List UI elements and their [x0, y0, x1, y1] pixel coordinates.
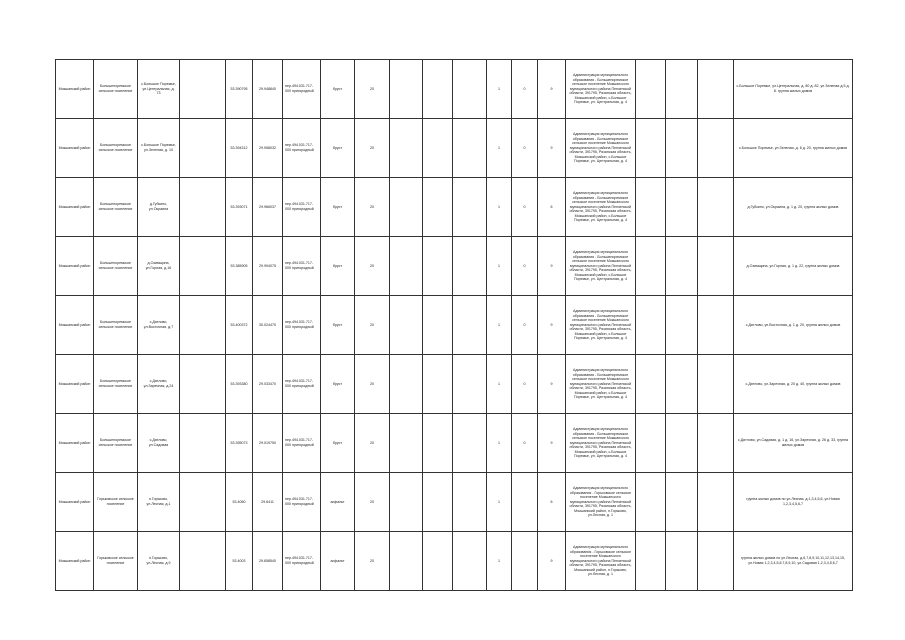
cell-area: 20	[355, 178, 390, 237]
cell-lat: 53.394312	[226, 119, 253, 178]
cell-lon: 29.958032	[253, 119, 283, 178]
cell-empty	[666, 60, 698, 119]
cell-n2	[512, 473, 538, 532]
cell-empty	[423, 414, 453, 473]
cell-district: Мокшанский район	[56, 355, 94, 414]
cell-empty	[423, 119, 453, 178]
cell-address: с.Дятлово, ул.Восточная, д.7	[138, 296, 180, 355]
cell-owner: Администрация муниципального образования - Горьковское сельское поселение Мокшанского муниципального района Пензенской области, 391795, Рязанская область, Мокшанский район, п.Горьково, ул.Лесная, д. 1	[566, 532, 636, 591]
cell-empty	[666, 237, 698, 296]
cell-matter: пер.494.031.717-000 пригородный	[283, 119, 321, 178]
cell-empty	[698, 296, 734, 355]
cell-n2: 0	[512, 414, 538, 473]
cell-address: с.Большое Поремье, ул.Зеленая, д. 10	[138, 119, 180, 178]
cell-empty	[423, 178, 453, 237]
cell-n1: 1	[487, 532, 512, 591]
cell-empty	[390, 532, 423, 591]
cell-owner: Администрация муниципального образования - Большепоремское сельское поселение Мокшанского муниципального района Пензенской области, 391795, Рязанская область, Мокшанский район, с.Большое Поремье, ул. Центральная, д. 4	[566, 414, 636, 473]
cell-empty	[390, 119, 423, 178]
cell-owner: Администрация муниципального образования - Большепоремское сельское поселение Мокшанского муниципального района Пензенской области, 391795, Рязанская область, Мокшанский район, с.Большое Поремье, ул. Центральная, д. 4	[566, 237, 636, 296]
cell-owner: Администрация муниципального образования - Горьковское сельское поселение Мокшанского муниципального района Пензенской области, 391795, Рязанская область, Мокшанский район, п.Горьково, ул.Лесная, д. 1	[566, 473, 636, 532]
cell-district: Мокшанский район	[56, 237, 94, 296]
cell-matter: пер.494.031.717-000 пригородный	[283, 414, 321, 473]
cell-empty	[423, 237, 453, 296]
cell-n1: 1	[487, 355, 512, 414]
cell-n3: 9	[538, 60, 566, 119]
cell-empty	[180, 355, 226, 414]
table-row	[56, 473, 853, 532]
document-sheet	[55, 59, 852, 591]
cell-sources: д.Губкино, ул.Окраина, д. 1 д. 20, группа жилых домов	[734, 178, 853, 237]
cell-owner: Администрация муниципального образования - Большепоремское сельское поселение Мокшанского муниципального района Пензенской области, 391795, Рязанская область, Мокшанский район, с.Большое Поремье, ул. Центральная, д. 4	[566, 296, 636, 355]
cell-area: 20	[355, 473, 390, 532]
cell-lat: 53.395073	[226, 414, 253, 473]
cell-n3: 9	[538, 237, 566, 296]
cell-lon: 29.019750	[253, 414, 283, 473]
cell-sources: группа жилых домов по ул.Лесная, д.6,7,8,9,10,11,12,13,14,15, ул.Новая 1,2,3,4,5,6,7,8,9,10, ул.Садовая 1,2,3,4,5,6,7	[734, 532, 853, 591]
cell-empty	[666, 532, 698, 591]
cell-lon: 29.658540	[253, 532, 283, 591]
cell-lon: 29.6411	[253, 473, 283, 532]
cell-type: бруст	[321, 414, 355, 473]
cell-empty	[453, 60, 487, 119]
cell-sources: с.Дятлово, ул.Садовая, д. 1 д. 16, ул.Заречная, д. 26 д. 33, группа жилых домов	[734, 414, 853, 473]
table-row	[56, 355, 853, 414]
cell-address: с.Дятлово, ул.Заречная, д.24	[138, 355, 180, 414]
cell-settlement: Большепоремское сельское поселение	[94, 119, 138, 178]
cell-area: 20	[355, 532, 390, 591]
cell-empty	[698, 178, 734, 237]
cell-owner: Администрация муниципального образования - Большепоремское сельское поселение Мокшанского муниципального района Пензенской области, 391795, Рязанская область, Мокшанский район, с.Большое Поремье, ул. Центральная, д. 4	[566, 178, 636, 237]
cell-lat: 53.400372	[226, 296, 253, 355]
cell-settlement: Большепоремское сельское поселение	[94, 414, 138, 473]
cell-empty	[636, 296, 666, 355]
cell-lat: 53.390795	[226, 60, 253, 119]
cell-empty	[666, 473, 698, 532]
cell-lon: 29.966037	[253, 178, 283, 237]
cell-empty	[390, 414, 423, 473]
cell-empty	[180, 296, 226, 355]
cell-empty	[636, 119, 666, 178]
cell-empty	[453, 532, 487, 591]
registry-table	[55, 59, 853, 591]
cell-district: Мокшанский район	[56, 60, 94, 119]
cell-n2: 0	[512, 178, 538, 237]
cell-empty	[698, 414, 734, 473]
cell-empty	[666, 355, 698, 414]
cell-n3: 9	[538, 119, 566, 178]
cell-lat: 53.4003	[226, 532, 253, 591]
table-row	[56, 532, 853, 591]
cell-address: д.Озимщина, ул.Горная, д.16	[138, 237, 180, 296]
cell-address: д.Губкино, ул.Окраина	[138, 178, 180, 237]
cell-sources: с.Большое Поремье, ул.Центральная, д. 80 д. 82, ул.Зеленая д.5 д. 8. группа жилых домов	[734, 60, 853, 119]
cell-matter: пер.494.031.717-000 пригородный	[283, 355, 321, 414]
cell-district: Мокшанский район	[56, 178, 94, 237]
cell-empty	[180, 532, 226, 591]
cell-sources: группа жилых домов по ул.Лесная, д.1,3,4,5,6, ул.Новая 1,2,3,4,5,6,7	[734, 473, 853, 532]
cell-empty	[453, 178, 487, 237]
cell-type: бруст	[321, 119, 355, 178]
cell-district: Мокшанский район	[56, 532, 94, 591]
cell-lat: 53.4060	[226, 473, 253, 532]
cell-empty	[636, 178, 666, 237]
cell-empty	[698, 60, 734, 119]
cell-area: 20	[355, 414, 390, 473]
cell-empty	[180, 60, 226, 119]
cell-empty	[636, 532, 666, 591]
cell-empty	[698, 473, 734, 532]
table-row	[56, 296, 853, 355]
cell-type: асфальт	[321, 473, 355, 532]
cell-n1: 1	[487, 414, 512, 473]
cell-lon: 29.994075	[253, 237, 283, 296]
cell-lon: 29.033470	[253, 355, 283, 414]
cell-empty	[390, 355, 423, 414]
cell-empty	[180, 119, 226, 178]
cell-empty	[423, 355, 453, 414]
cell-n3: 6	[538, 473, 566, 532]
cell-lat: 53.385905	[226, 237, 253, 296]
cell-empty	[636, 60, 666, 119]
cell-district: Мокшанский район	[56, 119, 94, 178]
cell-n1: 1	[487, 237, 512, 296]
cell-lat: 53.393380	[226, 355, 253, 414]
cell-settlement: Горьковское сельское поселение	[94, 532, 138, 591]
cell-n3: 9	[538, 355, 566, 414]
cell-n2: 0	[512, 60, 538, 119]
cell-empty	[390, 237, 423, 296]
cell-n1: 1	[487, 296, 512, 355]
cell-district: Мокшанский район	[56, 296, 94, 355]
cell-type: бруст	[321, 296, 355, 355]
cell-area: 20	[355, 119, 390, 178]
cell-address: п.Горьково, ул.Лесная, д.1	[138, 473, 180, 532]
cell-empty	[666, 296, 698, 355]
cell-empty	[453, 355, 487, 414]
cell-address: п.Горьково, ул.Лесная, д.9	[138, 532, 180, 591]
cell-lon: 30.024470	[253, 296, 283, 355]
cell-empty	[180, 473, 226, 532]
cell-n2	[512, 532, 538, 591]
cell-n2: 0	[512, 119, 538, 178]
table-row	[56, 178, 853, 237]
cell-empty	[390, 296, 423, 355]
cell-n1: 1	[487, 119, 512, 178]
cell-settlement: Большепоремское сельское поселение	[94, 237, 138, 296]
cell-type: асфальт	[321, 532, 355, 591]
table-row	[56, 119, 853, 178]
cell-empty	[180, 178, 226, 237]
cell-empty	[423, 473, 453, 532]
cell-empty	[636, 355, 666, 414]
cell-empty	[390, 473, 423, 532]
cell-matter: пер.494.031.717-000 пригородный	[283, 60, 321, 119]
table-row	[56, 414, 853, 473]
cell-district: Мокшанский район	[56, 414, 94, 473]
cell-settlement: Большепоремское сельское поселение	[94, 178, 138, 237]
cell-matter: пер.494.031.717-000 пригородный	[283, 473, 321, 532]
cell-empty	[636, 414, 666, 473]
cell-settlement: Большепоремское сельское поселение	[94, 296, 138, 355]
cell-area: 20	[355, 237, 390, 296]
cell-matter: пер.494.031.717-000 пригородный	[283, 178, 321, 237]
cell-empty	[666, 178, 698, 237]
cell-empty	[423, 60, 453, 119]
cell-n2: 0	[512, 355, 538, 414]
cell-n3: 6	[538, 178, 566, 237]
cell-sources: с.Большое Поремье, ул.Зеленая, д. 6 д. 20, группа жилых домов	[734, 119, 853, 178]
cell-lon: 29.948840	[253, 60, 283, 119]
cell-owner: Администрация муниципального образования - Большепоремское сельское поселение Мокшанского муниципального района Пензенской области, 391795, Рязанская область, Мокшанский район, с.Большое Поремье, ул. Центральная, д. 4	[566, 60, 636, 119]
cell-empty	[453, 237, 487, 296]
cell-type: бруст	[321, 178, 355, 237]
cell-empty	[423, 296, 453, 355]
cell-address: с.Большое Поремье, ул.Центральная, д. 73	[138, 60, 180, 119]
cell-settlement: Большепоремское сельское поселение	[94, 355, 138, 414]
cell-empty	[423, 532, 453, 591]
cell-empty	[698, 119, 734, 178]
cell-n3: 9	[538, 532, 566, 591]
cell-area: 20	[355, 355, 390, 414]
cell-sources: д.Озимщина, ул.Горная, д. 1 д. 22, группа жилых домов	[734, 237, 853, 296]
cell-empty	[390, 178, 423, 237]
cell-n1: 1	[487, 473, 512, 532]
cell-empty	[453, 473, 487, 532]
cell-district: Мокшанский район	[56, 473, 94, 532]
cell-empty	[453, 119, 487, 178]
cell-area: 20	[355, 60, 390, 119]
cell-empty	[180, 414, 226, 473]
cell-sources: с.Дятлово, ул.Заречная, д. 20 д. 40, группа жилых домов	[734, 355, 853, 414]
cell-matter: пер.494.031.717-000 пригородный	[283, 296, 321, 355]
cell-matter: пер.494.031.717-000 пригородный	[283, 237, 321, 296]
table-row	[56, 60, 853, 119]
cell-n3: 9	[538, 296, 566, 355]
cell-type: бруст	[321, 60, 355, 119]
cell-empty	[698, 355, 734, 414]
cell-settlement: Большепоремское сельское поселение	[94, 60, 138, 119]
cell-n2: 0	[512, 237, 538, 296]
cell-empty	[390, 60, 423, 119]
table-row	[56, 237, 853, 296]
cell-empty	[666, 119, 698, 178]
cell-empty	[453, 296, 487, 355]
cell-n1: 1	[487, 60, 512, 119]
cell-settlement: Горьковское сельское поселение	[94, 473, 138, 532]
cell-empty	[636, 237, 666, 296]
cell-n1: 1	[487, 178, 512, 237]
cell-n2: 0	[512, 296, 538, 355]
cell-type: бруст	[321, 237, 355, 296]
cell-empty	[666, 414, 698, 473]
cell-empty	[636, 473, 666, 532]
cell-empty	[180, 237, 226, 296]
cell-empty	[453, 414, 487, 473]
cell-lat: 53.393071	[226, 178, 253, 237]
cell-owner: Администрация муниципального образования - Большепоремское сельское поселение Мокшанского муниципального района Пензенской области, 391795, Рязанская область, Мокшанский район, с.Большое Поремье, ул. Центральная, д. 4	[566, 119, 636, 178]
cell-owner: Администрация муниципального образования - Большепоремское сельское поселение Мокшанского муниципального района Пензенской области, 391795, Рязанская область, Мокшанский район, с.Большое Поремье, ул. Центральная, д. 4	[566, 355, 636, 414]
cell-sources: с.Дятлово, ул.Восточная, д. 1 д. 20, группа жилых домов	[734, 296, 853, 355]
cell-matter: пер.494.031.717-000 пригородный	[283, 532, 321, 591]
cell-area: 20	[355, 296, 390, 355]
cell-empty	[698, 237, 734, 296]
cell-empty	[698, 532, 734, 591]
cell-address: с.Дятлово, ул.Садовая	[138, 414, 180, 473]
cell-type: бруст	[321, 355, 355, 414]
cell-n3: 9	[538, 414, 566, 473]
